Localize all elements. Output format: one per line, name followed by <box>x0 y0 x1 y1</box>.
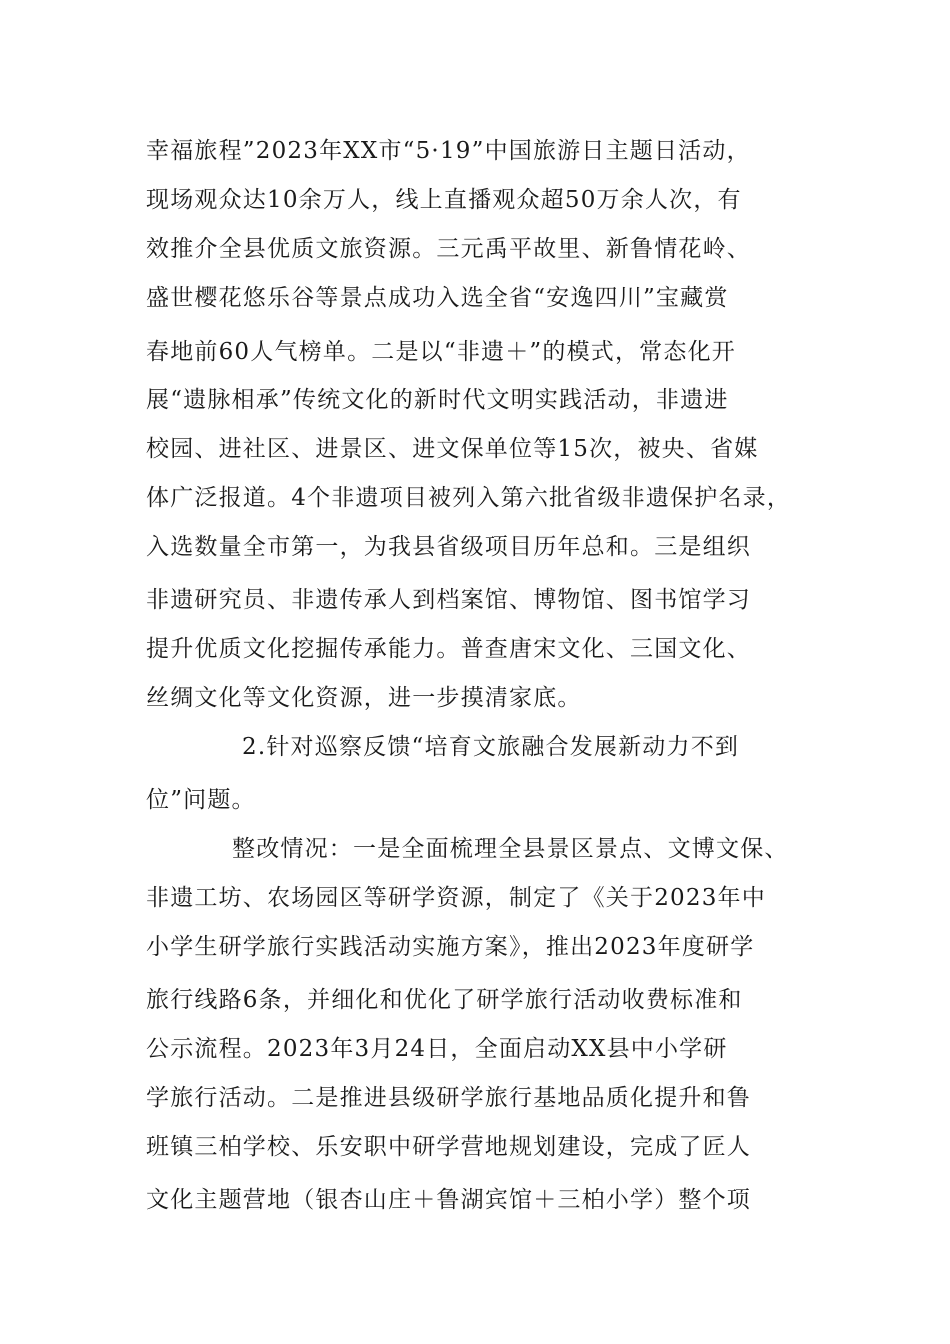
section-heading: 2.针对巡察反馈“培育文旅融合发展新动力不到 <box>242 734 740 760</box>
text-line: 文化主题营地（银杏山庄＋鲁湖宾馆＋三柏小学）整个项 <box>146 1187 751 1213</box>
text-line: 学旅行活动。二是推进县级研学旅行基地品质化提升和鲁 <box>146 1085 751 1111</box>
text-line: 非遗研究员、非遗传承人到档案馆、博物馆、图书馆学习 <box>146 587 751 613</box>
text-line: 春地前60人气榜单。二是以“非遗＋”的模式，常态化开 <box>146 339 736 365</box>
text-line: 班镇三柏学校、乐安职中研学营地规划建设，完成了匠人 <box>146 1134 751 1160</box>
text-line: 非遗工坊、农场园区等研学资源，制定了《关于2023年中 <box>146 885 766 911</box>
text-line: 体广泛报道。4个非遗项目被列入第六批省级非遗保护名录， <box>146 485 792 511</box>
text-line: 公示流程。2023年3月24日，全面启动XX县中小学研 <box>146 1036 728 1062</box>
text-line: 小学生研学旅行实践活动实施方案》，推出2023年度研学 <box>146 934 755 960</box>
text-line: 提升优质文化挖掘传承能力。普查唐宋文化、三国文化、 <box>146 636 751 662</box>
text-line: 效推介全县优质文旅资源。三元禹平故里、新鲁情花岭、 <box>146 236 751 262</box>
paragraph-start-line: 整改情况：一是全面梳理全县景区景点、文博文保、 <box>232 836 789 862</box>
text-line: 盛世樱花悠乐谷等景点成功入选全省“安逸四川”宝藏赏 <box>146 285 729 311</box>
text-line: 展“遗脉相承”传统文化的新时代文明实践活动，非遗进 <box>146 387 729 413</box>
text-line: 校园、进社区、进景区、进文保单位等15次，被央、省媒 <box>146 436 759 462</box>
section-heading-continued: 位”问题。 <box>146 787 256 813</box>
text-line: 现场观众达10余万人，线上直播观众超50万余人次，有 <box>146 187 742 213</box>
text-line: 旅行线路6条，并细化和优化了研学旅行活动收费标准和 <box>146 987 743 1013</box>
text-line: 幸福旅程”2023年XX市“5·19”中国旅游日主题日活动， <box>146 138 751 164</box>
text-line: 入选数量全市第一，为我县省级项目历年总和。三是组织 <box>146 534 751 560</box>
text-line: 丝绸文化等文化资源，进一步摸清家底。 <box>146 685 582 711</box>
